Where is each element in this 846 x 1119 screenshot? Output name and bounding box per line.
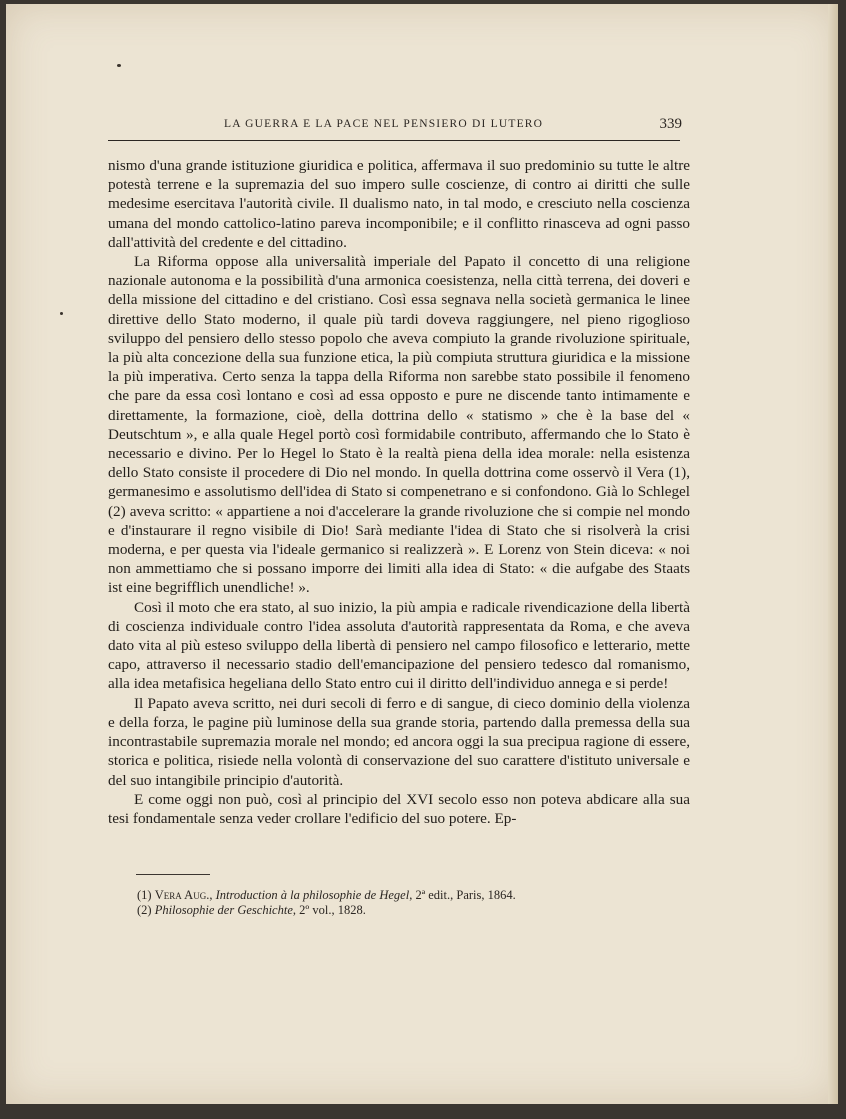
footnote-title: Introduction à la philosophie de Hegel — [215, 888, 410, 902]
footnote-number: (2) — [137, 903, 152, 917]
footnote-details: , 2º vol., 1828. — [292, 903, 366, 917]
body-text — [108, 156, 690, 828]
footnote-rule — [136, 874, 210, 875]
footnote-details: , 2ª edit., Paris, 1864. — [409, 888, 516, 902]
paragraph: Il Papato aveva scritto, nei duri secoli di ferro e di sangue, di cieco dominio della violenza e della forza, le pagine più luminose della sua grande storia, partendo dalla premessa della sua incontrastabile supremazia morale nel mondo; ed ancora oggi la sua precipua ragione di essere, storica e politica, risiede nella volontà di conservazione del suo carattere d'istituto universale e del suo intangibile principio d'autorità. — [108, 694, 690, 789]
page-number: 339 — [659, 116, 682, 132]
page-edge — [828, 4, 838, 1104]
paragraph: E come oggi non può, così al principio del XVI secolo esso non poteva abdicare alla sua tesi fondamentale senza veder crollare l'edificio del suo potere. Ep- — [108, 790, 690, 827]
footnote: (1) Vera Aug., Introduction à la philosophie de Hegel, 2ª edit., Paris, 1864. — [137, 888, 516, 902]
paper-speck — [117, 64, 121, 67]
paragraph: nismo d'una grande istituzione giuridica e politica, affermava il suo predominio su tutte le altre potestà terrene e la supremazia del suo impero sulle coscienze, di contro ai diritti che sulle medesime esercitava l'autorità civile. Il dualismo nato, in tal modo, e cresciuto nella coscienza umana del mondo cattolico-latino pareva incomponibile; e il conflitto rinasceva ad ogni passo dall'attività del credente e del cittadino. — [108, 157, 690, 251]
paragraph: Così il moto che era stato, al suo inizio, la più ampia e radicale rivendicazione della libertà di coscienza individuale contro l'idea assoluta d'autorità rappresentata da Roma, e che aveva dato vita al più esteso sviluppo della libertà di pensiero nel campo filosofico e letterario, mette capo, attraverso il necessario stadio dell'emancipazione del pensiero tedesco dal romanismo, alla idea metafisica hegeliana dello Stato entro cui il diritto dell'individuo annega e si perde! — [108, 598, 690, 693]
footnote-title: Philosophie der Geschichte — [154, 903, 293, 917]
footnotes — [137, 888, 697, 918]
paper-speck — [60, 312, 63, 315]
running-head: LA GUERRA E LA PACE NEL PENSIERO DI LUTERO — [224, 118, 544, 130]
header-rule — [108, 140, 680, 141]
footnote-number: (1) — [137, 888, 152, 902]
paragraph: La Riforma oppose alla universalità imperiale del Papato il concetto di una religione nazionale autonoma e la possibilità d'una armonica coesistenza, nella città terrena, dei doveri e della missione del cittadino e del cristiano. Così essa segnava nella società germanica le linee direttive dello Stato moderno, il quale più tardi doveva raggiungere, nel pieno rigoglioso sviluppo del pensiero dello stesso popolo che aveva compiuto la grande rivoluzione spirituale, la più alta concezione della sua funzione etica, la più compiuta struttura giuridica e la missione la più imperativa. Certo senza la tappa della Riforma non sarebbe stato possibile il fenomeno che pare da essa così lontano e così ad essa opposto e pure ne discende tanto intimamente e direttamente, la formazione, cioè, della dottrina dello « statismo » che è la base del « Deutschtum », e alla quale Hegel portò così formidabile contributo, affermando che lo Stato è necessario e divino. Per lo Hegel lo Stato è la realtà piena della idea morale: nella esistenza dello Stato consiste il procedere di Dio nel mondo. In quella dottrina come osservò il Vera (1), germanesimo e assolutismo dell'idea di Stato si compenetrano e si confondono. Già lo Schlegel (2) aveva scritto: « appartiene a noi d'accelerare la grande rivoluzione che si compie nel mondo e d'instaurare il regno visibile di Dio! Sarà mediante l'idea di Stato che si risolverà la crisi moderna, e per questa via l'ideale germanico si realizzerà ». E Lorenz von Stein diceva: « noi non ammettiamo che si possano imporre dei limiti alla idea di Stato: « die aufgabe des Staats ist eine begrifflich unendliche! ». — [108, 253, 690, 597]
footnote-author: Vera Aug. — [154, 888, 210, 902]
footnote — [137, 903, 697, 918]
